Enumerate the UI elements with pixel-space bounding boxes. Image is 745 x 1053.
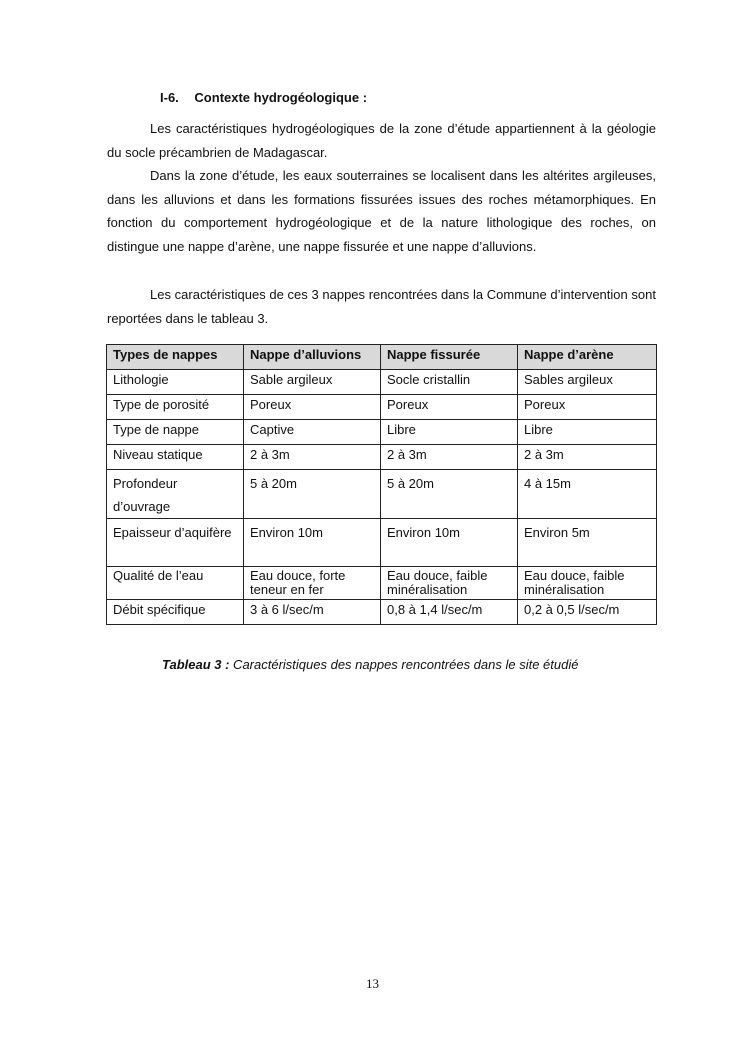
table-cell: 2 à 3m (518, 445, 657, 470)
table-cell: 3 à 6 l/sec/m (244, 600, 381, 625)
table-cell: Environ 10m (381, 519, 518, 567)
table-cell: Eau douce, forte teneur en fer (244, 567, 381, 600)
table-cell: Débit spécifique (107, 600, 244, 625)
table-cell: Eau douce, faible minéralisation (518, 567, 657, 600)
paragraph-text: Les caractéristiques hydrogéologiques de la zone d’étude appartiennent à la géologie du socle précambrien de Madagascar. (107, 121, 656, 160)
table-row (107, 445, 657, 470)
header-cell: Nappe d’alluvions (244, 345, 381, 370)
table-cell: 0,2 à 0,5 l/sec/m (518, 600, 657, 625)
paragraph-2 (107, 164, 656, 259)
table-cell: 5 à 20m (381, 470, 518, 519)
table-cell: Epaisseur d’aquifère (107, 519, 244, 567)
section-heading (160, 90, 367, 105)
caption-label: Tableau 3 : (162, 657, 230, 672)
header-cell: Nappe d’arène (518, 345, 657, 370)
table-cell: Niveau statique (107, 445, 244, 470)
table-cell: 0,8 à 1,4 l/sec/m (381, 600, 518, 625)
table-cell: Qualité de l’eau (107, 567, 244, 600)
table-row (107, 470, 657, 519)
table-row (107, 395, 657, 420)
table-cell: Socle cristallin (381, 370, 518, 395)
table-cell: Captive (244, 420, 381, 445)
table-cell: Libre (518, 420, 657, 445)
table-cell: Sable argileux (244, 370, 381, 395)
paragraph-text: Dans la zone d’étude, les eaux souterraines se localisent dans les altérites argileuses, dans les alluvions et dans les formations fissurées issues des roches métamorphiques. En fonction du comportement hydrogéologique et de la nature lithologique des roches, on distingue une nappe d’arène, une nappe fissurée et une nappe d’alluvions. (107, 168, 656, 255)
table-cell: Poreux (381, 395, 518, 420)
header-cell: Types de nappes (107, 345, 244, 370)
table-cell: Environ 10m (244, 519, 381, 567)
table-caption (162, 657, 578, 672)
table-cell: Sables argileux (518, 370, 657, 395)
section-title: Contexte hydrogéologique : (194, 90, 368, 105)
aquifer-table (106, 344, 657, 625)
table-header-row (107, 345, 657, 370)
table-cell: 2 à 3m (244, 445, 381, 470)
table-row (107, 370, 657, 395)
page-number: 13 (366, 976, 379, 991)
table-cell: 4 à 15m (518, 470, 657, 519)
table-cell: 5 à 20m (244, 470, 381, 519)
table-row (107, 420, 657, 445)
table-cell: Lithologie (107, 370, 244, 395)
paragraph-3 (107, 283, 656, 330)
table-cell: Libre (381, 420, 518, 445)
table-cell: Poreux (244, 395, 381, 420)
table-cell: Type de nappe (107, 420, 244, 445)
caption-text: Caractéristiques des nappes rencontrées dans le site étudié (229, 657, 579, 672)
table-cell: 2 à 3m (381, 445, 518, 470)
paragraph-text: Les caractéristiques de ces 3 nappes rencontrées dans la Commune d’intervention sont reportées dans le tableau 3. (107, 287, 656, 326)
paragraph-1 (107, 117, 656, 164)
table-row (107, 600, 657, 625)
table-cell: Profondeur d’ouvrage (107, 470, 244, 519)
table-cell: Type de porosité (107, 395, 244, 420)
table-cell: Environ 5m (518, 519, 657, 567)
table-row (107, 519, 657, 567)
table-cell: Poreux (518, 395, 657, 420)
section-number: I-6. (160, 90, 179, 105)
table-row (107, 567, 657, 600)
header-cell: Nappe fissurée (381, 345, 518, 370)
table-cell: Eau douce, faible minéralisation (381, 567, 518, 600)
